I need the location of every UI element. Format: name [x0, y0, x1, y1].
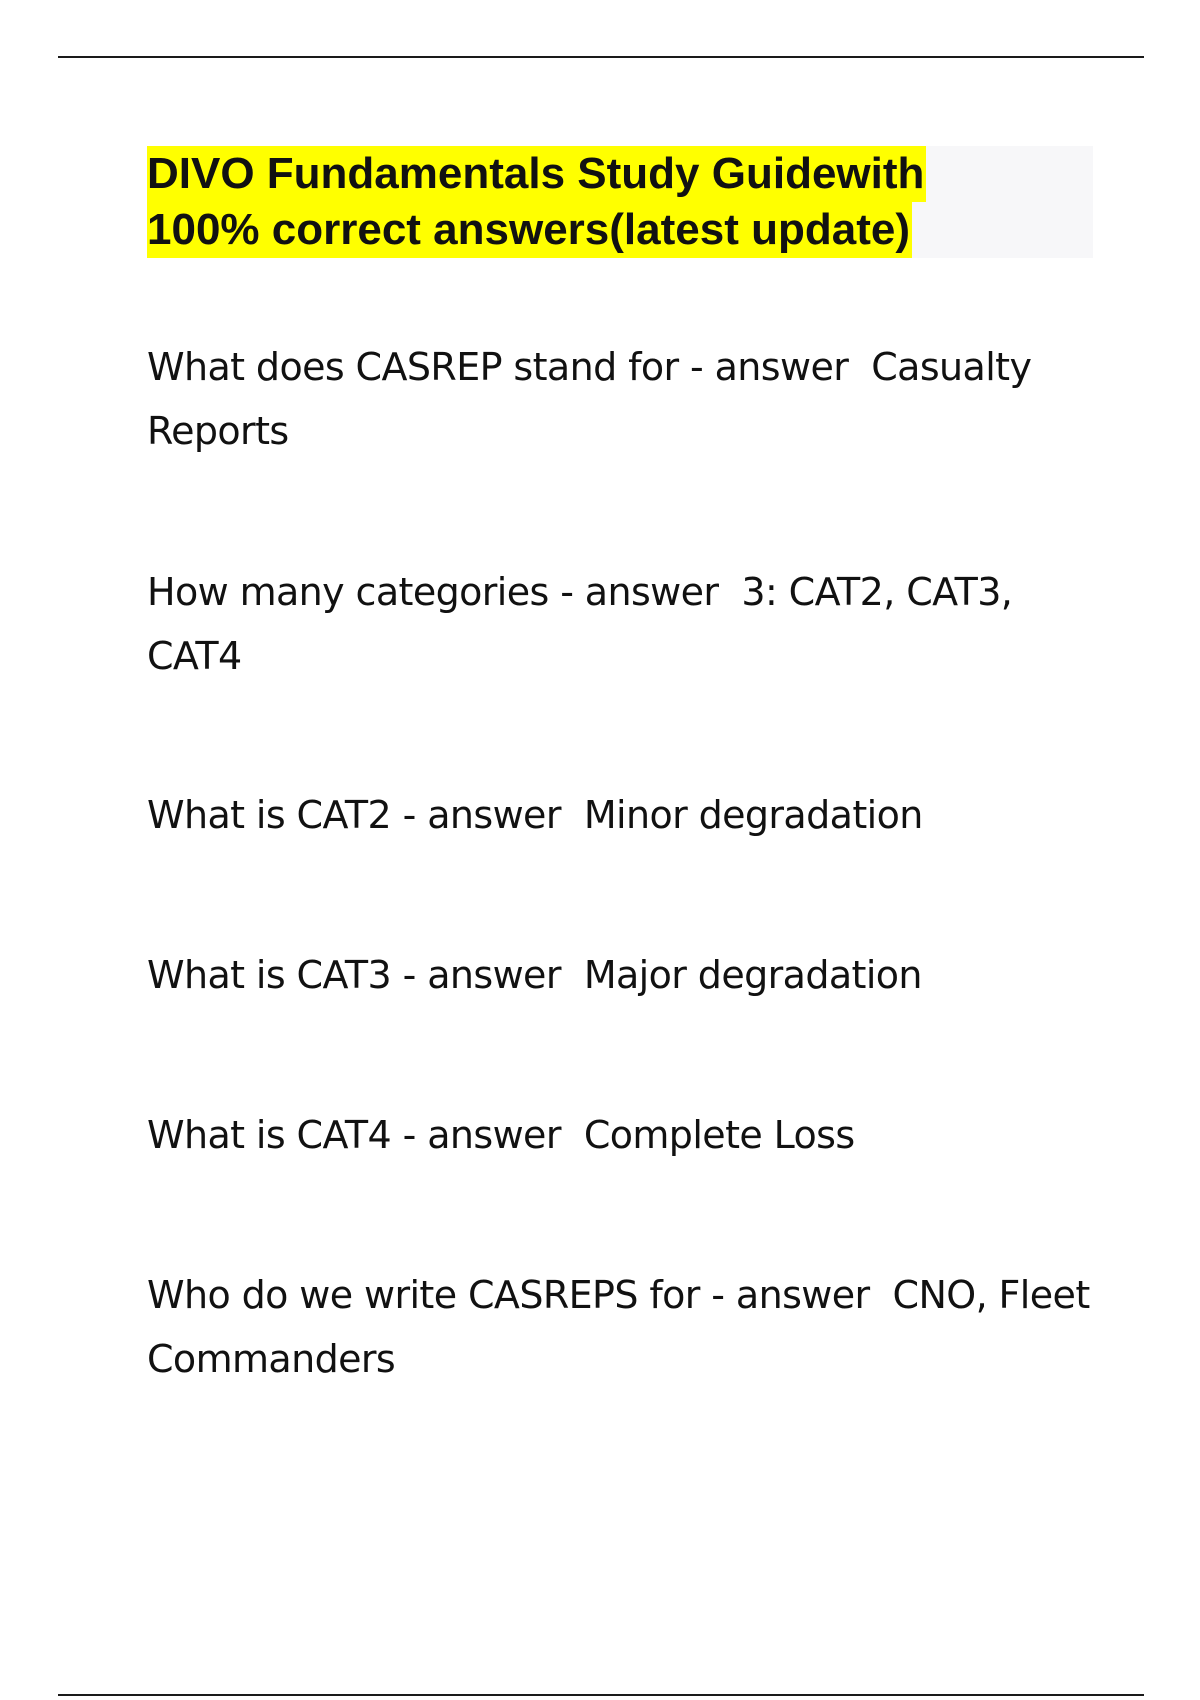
title-line-1: DIVO Fundamentals Study Guidewith [147, 146, 926, 202]
question-text: What is CAT4 [147, 1113, 392, 1157]
answer-text: Major degradation [583, 953, 922, 997]
question-text: What is CAT3 [147, 953, 392, 997]
bottom-rule [58, 1694, 1144, 1696]
qa-entry-casrep-meaning [147, 335, 1107, 463]
answer-separator: - answer [548, 570, 742, 614]
answer-text: Complete Loss [583, 1113, 855, 1157]
question-text: How many categories [147, 570, 549, 614]
top-rule [58, 56, 1144, 58]
answer-separator: - answer [678, 345, 872, 389]
question-text: What is CAT2 [147, 793, 392, 837]
qa-entry-category-count [147, 560, 1107, 688]
answer-text: Casualty Reports [147, 345, 1032, 453]
answer-text: 3: CAT2, CAT3, CAT4 [147, 570, 1013, 678]
qa-entry-cat4 [147, 1103, 1107, 1167]
document-title [147, 146, 1093, 258]
answer-text: CNO, Fleet Commanders [147, 1273, 1090, 1381]
title-block [147, 146, 1093, 258]
qa-entry-cat3 [147, 943, 1107, 1007]
title-line-2: 100% correct answers(latest update) [147, 202, 912, 258]
answer-separator: - answer [391, 793, 584, 837]
qa-entry-cat2 [147, 783, 1107, 847]
question-text: What does CASREP stand for [147, 345, 679, 389]
question-text: Who do we write CASREPS for [147, 1273, 700, 1317]
answer-text: Minor degradation [583, 793, 923, 837]
answer-separator: - answer [391, 953, 584, 997]
answer-separator: - answer [391, 1113, 584, 1157]
answer-separator: - answer [699, 1273, 893, 1317]
qa-entry-casrep-recipients [147, 1263, 1107, 1391]
